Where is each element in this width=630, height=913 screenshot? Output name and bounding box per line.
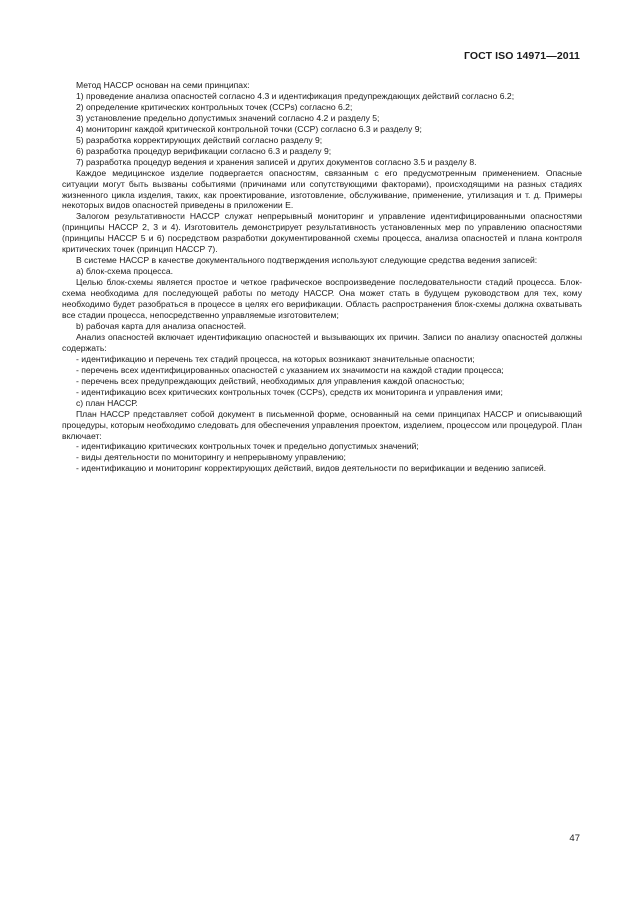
paragraph: - идентификацию и мониторинг корректирующих действий, видов деятельности по верификации и ведению записей. <box>76 463 547 474</box>
page-number: 47 <box>569 833 580 844</box>
paragraph: Каждое медицинское изделие подвергается опасностям, связанным с его предусмотренным применением. Опасные ситуации могут быть вызваны событиями (причинами или сопутствующими факторами), происходящими на разных стадиях жизненного цикла изделия, таких, как проектирование, изготовление, обслуживание, применение, утилизация и т. д. Примеры некоторых видов опасностей приведены в приложении Е. <box>62 167 582 211</box>
paragraph: 5) разработка корректирующих действий согласно разделу 9; <box>76 134 323 145</box>
paragraph: Залогом результативности НАССР служат непрерывный мониторинг и управление идентифицированными опасностями (принципы НАССР 2, 3 и 4). Изготовитель демонстрирует результативность установленных мер по управлению опасностями (принципы НАССР 5 и 6) посредством разработки документированной схемы процесса, анализа опасностей и плана контроля критических точек (принцип НАССР 7). <box>62 211 582 255</box>
paragraph: b) рабочая карта для анализа опасностей. <box>76 320 247 331</box>
paragraph: - виды деятельности по мониторингу и непрерывному управлению; <box>76 452 346 463</box>
paragraph: В системе НАССР в качестве документального подтверждения используют следующие средства ведения записей: <box>76 255 538 266</box>
paragraph: с) план НАССР. <box>76 397 138 408</box>
paragraph: - идентификацию всех критических контрольных точек (ССРs), средств их мониторинга и управления ими; <box>76 386 503 397</box>
paragraph: Целью блок-схемы является простое и четкое графическое воспроизведение последовательности стадий процесса. Блок-схема необходима для последующей работы по методу НАССР. Она может стать в будущем руководством для тех, кому необходимо будет разобраться в процессе в целях его верификации. Область распространения блок-схемы должна охватывать все стадии процесса, непосредственно управляемые изготовителем; <box>62 277 582 321</box>
paragraph: - перечень всех идентифицированных опасностей с указанием их значимости на каждой стадии процесса; <box>76 364 504 375</box>
standard-header: ГОСТ ISO 14971—2011 <box>463 50 580 62</box>
paragraph: План НАССР представляет собой документ в письменной форме, основанный на семи принципах НАССР и описывающий процедуры, которым необходимо следовать для обеспечения управления проектом, изделием, процессом или процедурой. План включает: <box>62 408 582 441</box>
paragraph: 4) мониторинг каждой критической контрольной точки (ССР) согласно 6.3 и разделу 9; <box>76 123 422 134</box>
paragraph: - идентификацию и перечень тех стадий процесса, на которых возникают значительные опасности; <box>76 353 475 364</box>
paragraph: Метод НАССР основан на семи принципах: <box>76 80 250 90</box>
paragraph: а) блок-схема процесса. <box>76 266 174 277</box>
body-text <box>62 80 582 474</box>
paragraph: 6) разработка процедур верификации согласно 6.3 и разделу 9; <box>76 145 332 156</box>
paragraph: - идентификацию критических контрольных точек и предельно допустимых значений; <box>76 441 419 452</box>
paragraph: 2) определение критических контрольных точек (ССРs) согласно 6.2; <box>76 101 353 112</box>
paragraph: 3) установление предельно допустимых значений согласно 4.2 и разделу 5; <box>76 112 380 123</box>
paragraph: Анализ опасностей включает идентификацию опасностей и вызывающих их причин. Записи по анализу опасностей должны содержать: <box>62 331 582 353</box>
paragraph: - перечень всех предупреждающих действий, необходимых для управления каждой опасностью; <box>76 375 465 386</box>
paragraph: 1) проведение анализа опасностей согласно 4.3 и идентификация предупреждающих действий согласно 6.2; <box>76 90 515 101</box>
paragraph: 7) разработка процедур ведения и хранения записей и других документов согласно 3.5 и разделу 8. <box>76 156 477 167</box>
